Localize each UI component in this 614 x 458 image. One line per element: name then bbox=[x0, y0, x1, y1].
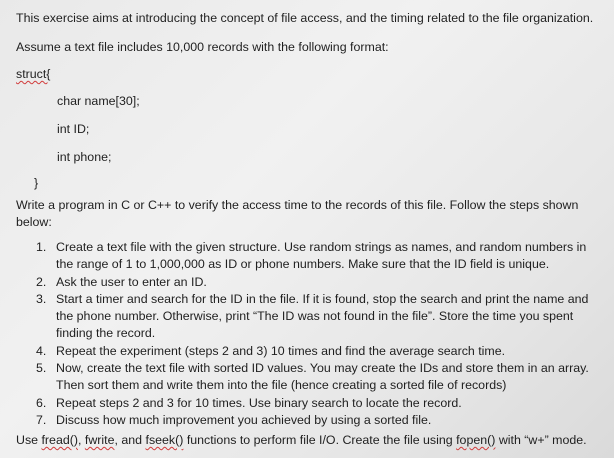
task-text-line1: Write a program in C or C++ to verify the access time to the records of this file. Follow the steps shown bbox=[16, 198, 579, 212]
field-char-name: char name[30]; bbox=[57, 94, 140, 108]
list-item bbox=[16, 395, 601, 412]
step-text: Repeat the experiment (steps 2 and 3) 10 times and find the average search time. bbox=[56, 343, 506, 358]
struct-open: struct{ bbox=[16, 67, 51, 81]
fread-function: fread() bbox=[41, 433, 78, 447]
step-number: 1. bbox=[36, 240, 47, 254]
list-item bbox=[16, 343, 601, 360]
list-item bbox=[16, 239, 601, 274]
steps-list bbox=[16, 239, 601, 429]
step-text: Start a timer and search for the ID in the file. If it is found, stop the search and print the name and the phone number. Otherwise, print “The ID was not found in the file”. Store the time you spent finding the record. bbox=[56, 291, 589, 341]
fseek-function: fseek() bbox=[145, 433, 184, 447]
struct-close: } bbox=[34, 176, 39, 190]
footer-sep: , bbox=[77, 433, 85, 447]
step-number: 6. bbox=[36, 395, 47, 410]
fopen-function: fopen() bbox=[456, 433, 496, 447]
step-text: Discuss how much improvement you achieved by using a sorted file. bbox=[56, 412, 432, 427]
footer-mid: functions to perform file I/O. Create the file using bbox=[183, 433, 457, 447]
list-item bbox=[16, 274, 601, 291]
list-item bbox=[16, 291, 601, 343]
list-item bbox=[16, 412, 601, 429]
assume-text: Assume a text file includes 10,000 records with the following format: bbox=[16, 40, 389, 54]
step-number: 5. bbox=[36, 361, 47, 376]
step-text: Repeat steps 2 and 3 for 10 times. Use binary search to locate the record. bbox=[56, 395, 462, 410]
step-number: 7. bbox=[36, 412, 47, 427]
footer-use: Use bbox=[16, 433, 42, 447]
step-text: Create a text file with the given structure. Use random strings as names, and random numbers in the range of 1 to 1,000,000 as ID or phone numbers. Make sure that the ID field is unique. bbox=[56, 240, 587, 272]
step-number: 2. bbox=[36, 274, 47, 289]
footer-end: with “w+” mode. bbox=[495, 433, 587, 447]
footer-text bbox=[16, 432, 587, 448]
field-int-id: int ID; bbox=[57, 122, 90, 136]
footer-and: , and bbox=[114, 433, 146, 447]
task-text-line2: below: bbox=[16, 215, 52, 229]
step-text: Now, create the text file with sorted ID values. You may create the IDs and store them in an array. Then sort them and write them into the file (hence creating a sorted file of records) bbox=[56, 361, 589, 393]
list-item bbox=[16, 360, 601, 395]
step-text: Ask the user to enter an ID. bbox=[56, 274, 207, 289]
fwrite-function: fwrite bbox=[84, 433, 115, 447]
field-int-phone: int phone; bbox=[57, 150, 112, 164]
intro-text: This exercise aims at introducing the concept of file access, and the timing related to the file organization. bbox=[16, 11, 594, 25]
step-number: 4. bbox=[36, 343, 47, 358]
step-number: 3. bbox=[36, 291, 47, 306]
